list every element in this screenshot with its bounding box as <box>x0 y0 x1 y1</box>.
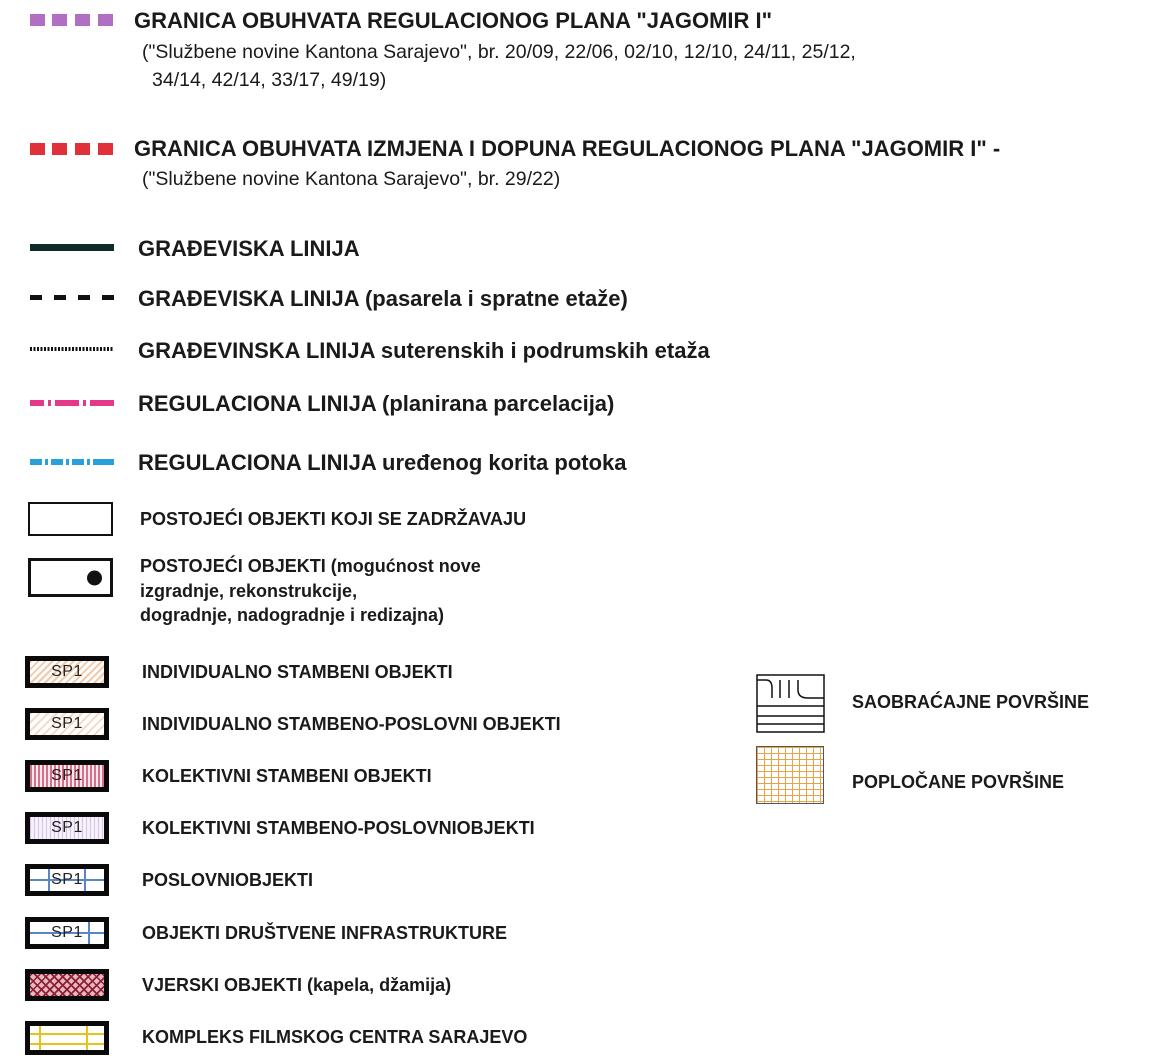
existing-retained-building-label: POSTOJEĆI OBJEKTI KOJI SE ZADRŽAVAJU <box>140 509 527 529</box>
individual-residential-symbol <box>25 656 109 688</box>
religious-building-symbol <box>25 969 109 1001</box>
plan-boundary-source-line1: ("Službene novine Kantona Sarajevo", br. 20/09, 22/06, 02/10, 12/10, 24/11, 25/12, <box>142 41 856 63</box>
amendment-boundary-source: ("Službene novine Kantona Sarajevo", br. 29/22) <box>142 168 561 190</box>
traffic-area-label: SAOBRAĆAJNE POVRŠINE <box>852 692 1090 712</box>
redevelopment-dot-icon <box>87 570 102 585</box>
regulation-line-parcel-symbol <box>30 398 120 408</box>
plan-boundary-source-line2: 34/14, 42/14, 33/17, 49/19) <box>152 69 387 91</box>
collective-residential-commercial-label: KOLEKTIVNI STAMBENO-POSLOVNIOBJEKTI <box>142 818 535 838</box>
existing-redevelopable-building-symbol <box>28 558 113 597</box>
traffic-area-symbol <box>756 674 826 734</box>
regulation-line-stream-label-rest: uređenog korita potoka <box>375 450 627 475</box>
regulation-line-stream-label <box>138 450 627 476</box>
social-infrastructure-symbol <box>25 917 109 949</box>
building-line-dotted-symbol <box>30 345 120 353</box>
zone-code-label: SP1 <box>51 767 83 784</box>
plan-boundary-symbol <box>30 14 130 28</box>
collective-residential-label: KOLEKTIVNI STAMBENI OBJEKTI <box>142 766 432 786</box>
amendment-boundary-label: GRANICA OBUHVATA IZMJENA I DOPUNA REGULACIONOG PLANA "JAGOMIR I" - <box>134 136 1001 161</box>
social-infrastructure-label: OBJEKTI DRUŠTVENE INFRASTRUKTURE <box>142 923 508 943</box>
collective-residential-symbol <box>25 760 109 792</box>
regulation-line-stream-label-bold: REGULACIONA LINIJA <box>138 450 376 475</box>
zone-code-label: SP1 <box>51 715 83 732</box>
collective-residential-commercial-symbol <box>25 812 109 844</box>
individual-residential-commercial-label: INDIVIDUALNO STAMBENO-POSLOVNI OBJEKTI <box>142 714 561 734</box>
building-line-dashed-symbol <box>30 293 120 303</box>
existing-redevelopable-line1: POSTOJEĆI OBJEKTI (mogućnost nove <box>140 556 481 576</box>
individual-residential-label: INDIVIDUALNO STAMBENI OBJEKTI <box>142 662 453 682</box>
regulation-line-stream-symbol <box>30 457 120 467</box>
basement-line-label <box>138 338 710 364</box>
basement-line-label-rest: suterenskih i podrumskih etaža <box>374 338 710 363</box>
basement-line-label-bold: GRAĐEVINSKA LINIJA <box>138 338 375 363</box>
paved-area-symbol <box>756 746 824 804</box>
building-line-pasarela-label: GRAĐEVISKA LINIJA (pasarela i spratne etaže) <box>138 286 628 311</box>
plan-boundary-label: GRANICA OBUHVATA REGULACIONOG PLANA "JAGOMIR I" <box>134 8 773 33</box>
existing-redevelopable-line2: izgradnje, rekonstrukcije, <box>140 581 358 601</box>
religious-building-label: VJERSKI OBJEKTI (kapela, džamija) <box>142 975 452 995</box>
zone-code-label: SP1 <box>51 663 83 680</box>
zone-code-label: SP1 <box>51 819 83 836</box>
film-center-label: KOMPLEKS FILMSKOG CENTRA SARAJEVO <box>142 1027 528 1047</box>
building-line-label: GRAĐEVISKA LINIJA <box>138 236 360 261</box>
zone-code-label: SP1 <box>51 871 83 888</box>
building-line-solid-symbol <box>30 243 120 253</box>
existing-retained-building-symbol <box>28 502 113 536</box>
zone-code-label: SP1 <box>51 924 83 941</box>
existing-redevelopable-line3: dogradnje, nadogradnje i redizajna) <box>140 605 445 625</box>
individual-residential-commercial-symbol <box>25 708 109 740</box>
commercial-building-label: POSLOVNIOBJEKTI <box>142 870 314 890</box>
regulation-line-parcel-label: REGULACIONA LINIJA (planirana parcelacija) <box>138 391 615 416</box>
amendment-boundary-symbol <box>30 143 130 157</box>
paved-area-label: POPLOČANE POVRŠINE <box>852 772 1065 792</box>
commercial-building-symbol <box>25 864 109 896</box>
film-center-symbol <box>25 1021 109 1055</box>
